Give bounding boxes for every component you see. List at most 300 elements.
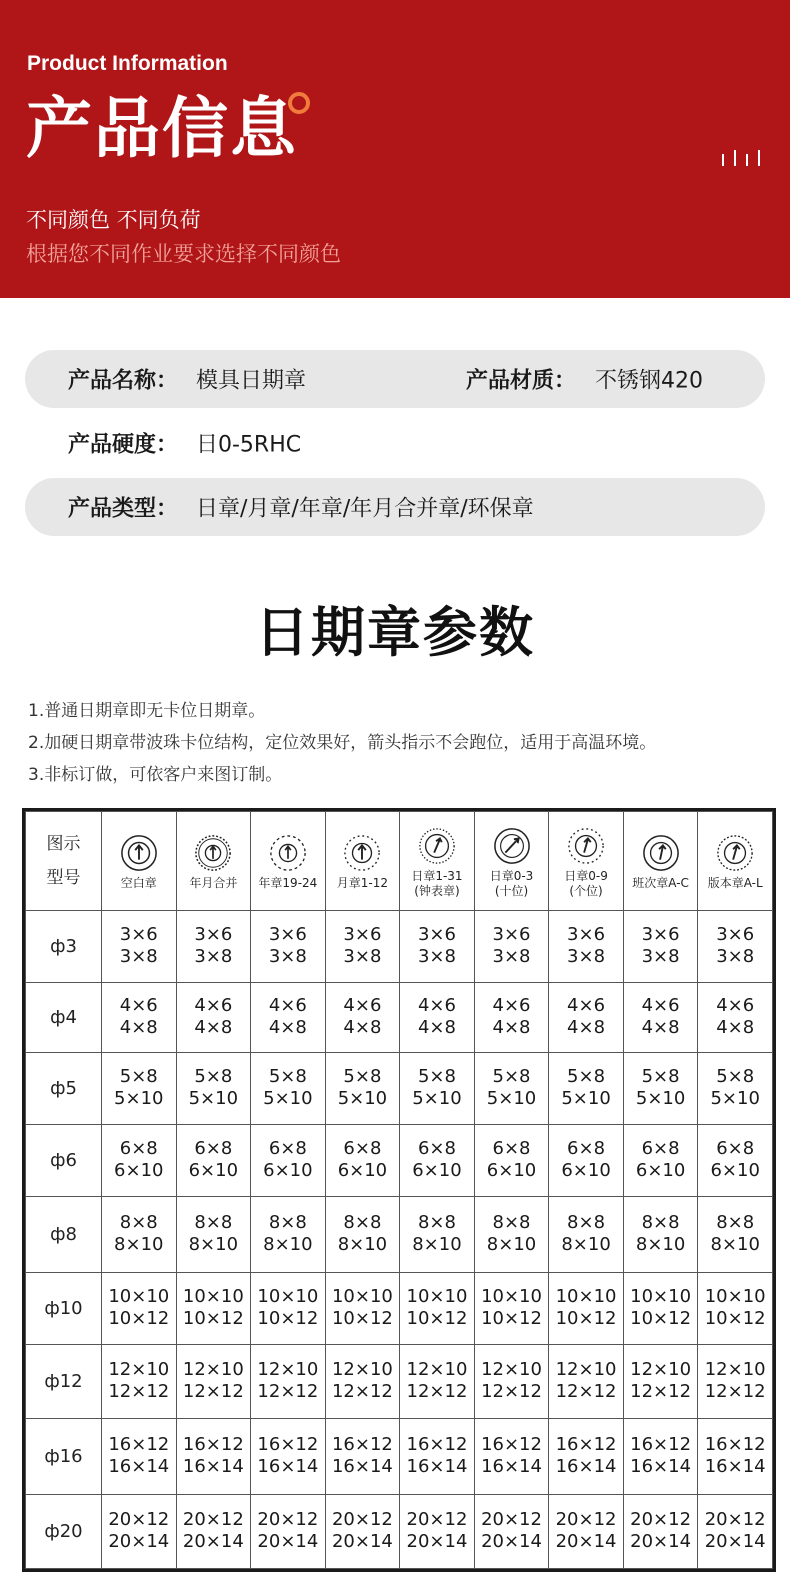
size-cell <box>474 1196 549 1272</box>
size-bottom: 4×8 <box>343 1017 382 1039</box>
spec-table <box>22 808 776 1572</box>
size-cell <box>176 1272 251 1344</box>
size-bottom: 5×10 <box>188 1088 239 1110</box>
size-cell <box>698 1196 773 1272</box>
size-bottom: 6×10 <box>337 1160 388 1182</box>
size-cell <box>698 910 773 982</box>
shift-stamp-icon <box>642 834 680 872</box>
product-material-value: 不锈钢420 <box>595 368 703 394</box>
size-top: 6×8 <box>194 1138 233 1160</box>
size-cell <box>102 1344 177 1418</box>
corner-top-label: 图示 <box>46 833 81 854</box>
size-top: 5×8 <box>343 1066 382 1088</box>
size-bottom: 8×10 <box>412 1234 462 1256</box>
size-bottom: 20×14 <box>108 1531 170 1553</box>
size-bottom: 12×12 <box>331 1381 393 1403</box>
size-cell <box>400 1196 475 1272</box>
size-bottom: 4×8 <box>567 1017 606 1039</box>
header-description: 根据您不同作业要求选择不同颜色 <box>26 242 341 266</box>
size-bottom: 20×14 <box>406 1531 468 1553</box>
size-cell <box>400 910 475 982</box>
table-row <box>26 1418 773 1494</box>
size-cell <box>176 1052 251 1124</box>
size-top: 3×6 <box>268 924 307 946</box>
size-cell <box>102 1124 177 1196</box>
size-top: 5×8 <box>492 1066 531 1088</box>
year-month-stamp-icon <box>194 834 232 872</box>
size-bottom: 5×10 <box>635 1088 686 1110</box>
size-cell <box>176 982 251 1052</box>
size-top: 4×6 <box>492 995 531 1017</box>
column-label: 月章1-12 <box>336 876 389 891</box>
size-top: 4×6 <box>268 995 307 1017</box>
size-top: 3×6 <box>567 924 606 946</box>
size-cell <box>400 1494 475 1568</box>
size-cell <box>325 910 400 982</box>
size-top: 12×10 <box>257 1359 319 1381</box>
day-tens-stamp-icon <box>493 827 531 865</box>
size-cell <box>325 982 400 1052</box>
size-bottom: 6×10 <box>710 1160 760 1182</box>
size-bottom: 16×14 <box>331 1456 393 1478</box>
size-top: 20×12 <box>182 1509 244 1531</box>
size-cell <box>325 1196 400 1272</box>
size-cell <box>549 1272 624 1344</box>
size-bottom: 4×8 <box>119 1017 158 1039</box>
column-header <box>251 812 326 911</box>
column-header <box>698 812 773 911</box>
size-cell <box>698 1124 773 1196</box>
product-type-value: 日章/月章/年章/年月合并章/环保章 <box>196 496 534 522</box>
size-bottom: 16×14 <box>704 1456 766 1478</box>
row-diameter-label: ф3 <box>26 910 102 982</box>
size-top: 12×10 <box>630 1359 692 1381</box>
size-cell <box>698 982 773 1052</box>
day-stamp-icon <box>418 827 456 865</box>
size-cell <box>623 1196 698 1272</box>
column-label: 版本章A-L <box>707 876 763 891</box>
size-bottom: 10×12 <box>108 1308 170 1330</box>
header-banner <box>0 0 790 298</box>
size-cell <box>400 1272 475 1344</box>
size-cell <box>474 1494 549 1568</box>
row-diameter-label: ф16 <box>26 1418 102 1494</box>
row-diameter-label: ф12 <box>26 1344 102 1418</box>
size-bottom: 4×8 <box>194 1017 233 1039</box>
product-material-label: 产品材质： <box>466 368 577 394</box>
row-diameter-label: ф10 <box>26 1272 102 1344</box>
size-top: 10×10 <box>182 1286 244 1308</box>
size-top: 16×12 <box>257 1434 319 1456</box>
column-label: 日章1-31 <box>411 868 463 883</box>
size-bottom: 8×10 <box>486 1234 537 1256</box>
size-top: 20×12 <box>704 1509 766 1531</box>
size-top: 16×12 <box>630 1434 692 1456</box>
note-3: 3.非标订做，可依客户来图订制。 <box>28 765 283 785</box>
column-header <box>474 812 549 911</box>
size-top: 8×8 <box>343 1212 382 1234</box>
size-bottom: 5×10 <box>412 1088 462 1110</box>
size-bottom: 8×10 <box>561 1234 611 1256</box>
size-bottom: 5×10 <box>486 1088 537 1110</box>
note-2: 2.加硬日期章带波珠卡位结构，定位效果好，箭头指示不会跑位，适用于高温环境。 <box>28 733 657 753</box>
day-units-stamp-icon <box>567 827 605 865</box>
product-hardness-label: 产品硬度： <box>68 432 179 458</box>
size-bottom: 10×12 <box>481 1308 542 1330</box>
size-top: 6×8 <box>716 1138 755 1160</box>
column-header <box>102 812 177 911</box>
size-top: 6×8 <box>417 1138 456 1160</box>
size-top: 3×6 <box>119 924 158 946</box>
size-top: 3×6 <box>417 924 456 946</box>
blank-stamp-icon <box>120 834 158 872</box>
size-bottom: 5×10 <box>263 1088 313 1110</box>
size-cell <box>474 1272 549 1344</box>
size-bottom: 3×8 <box>716 946 755 968</box>
size-cell <box>251 1344 326 1418</box>
size-bottom: 8×10 <box>635 1234 686 1256</box>
size-cell <box>549 1344 624 1418</box>
size-top: 8×8 <box>492 1212 531 1234</box>
size-top: 6×8 <box>492 1138 531 1160</box>
size-cell <box>698 1418 773 1494</box>
size-cell <box>325 1494 400 1568</box>
size-cell <box>623 1418 698 1494</box>
size-top: 20×12 <box>108 1509 170 1531</box>
size-top: 3×6 <box>492 924 531 946</box>
size-bottom: 6×10 <box>561 1160 611 1182</box>
size-bottom: 12×12 <box>630 1381 692 1403</box>
size-bottom: 16×14 <box>257 1456 319 1478</box>
size-top: 6×8 <box>567 1138 606 1160</box>
size-top: 4×6 <box>194 995 233 1017</box>
size-cell <box>176 1124 251 1196</box>
size-bottom: 5×10 <box>561 1088 611 1110</box>
size-bottom: 8×10 <box>114 1234 164 1256</box>
size-cell <box>102 1196 177 1272</box>
size-top: 10×10 <box>481 1286 542 1308</box>
size-bottom: 3×8 <box>119 946 158 968</box>
size-bottom: 16×14 <box>108 1456 170 1478</box>
info-row-type <box>25 478 765 536</box>
table-row <box>26 1124 773 1196</box>
size-cell <box>251 1494 326 1568</box>
size-bottom: 4×8 <box>268 1017 307 1039</box>
size-bottom: 20×14 <box>331 1531 393 1553</box>
column-sublabel: (钟表章) <box>414 883 460 898</box>
size-top: 12×10 <box>182 1359 244 1381</box>
size-top: 4×6 <box>417 995 456 1017</box>
header-chinese-title: 产品信息 <box>26 90 298 167</box>
size-bottom: 5×10 <box>114 1088 164 1110</box>
size-bottom: 3×8 <box>268 946 307 968</box>
size-top: 16×12 <box>331 1434 393 1456</box>
size-bottom: 10×12 <box>406 1308 468 1330</box>
size-cell <box>623 1124 698 1196</box>
size-top: 3×6 <box>641 924 680 946</box>
size-top: 3×6 <box>194 924 233 946</box>
size-bottom: 12×12 <box>704 1381 766 1403</box>
size-top: 4×6 <box>716 995 755 1017</box>
product-name-value: 模具日期章 <box>196 368 307 394</box>
size-top: 10×10 <box>555 1286 617 1308</box>
size-bottom: 4×8 <box>417 1017 456 1039</box>
column-header <box>400 812 475 911</box>
size-top: 8×8 <box>268 1212 307 1234</box>
info-row-hardness <box>25 414 765 472</box>
size-cell <box>549 910 624 982</box>
size-top: 12×10 <box>481 1359 542 1381</box>
size-bottom: 5×10 <box>337 1088 388 1110</box>
size-top: 5×8 <box>716 1066 755 1088</box>
size-bottom: 20×14 <box>555 1531 617 1553</box>
column-label: 年月合并 <box>189 876 238 891</box>
month-stamp-icon <box>343 834 381 872</box>
size-bottom: 10×12 <box>331 1308 393 1330</box>
size-bottom: 8×10 <box>337 1234 388 1256</box>
size-top: 8×8 <box>417 1212 456 1234</box>
size-cell <box>251 910 326 982</box>
size-top: 3×6 <box>716 924 755 946</box>
size-top: 16×12 <box>555 1434 617 1456</box>
size-bottom: 3×8 <box>194 946 233 968</box>
size-cell <box>176 1494 251 1568</box>
column-header <box>623 812 698 911</box>
size-cell <box>400 1052 475 1124</box>
table-row <box>26 982 773 1052</box>
size-cell <box>251 1052 326 1124</box>
size-cell <box>474 1124 549 1196</box>
size-top: 20×12 <box>257 1509 319 1531</box>
size-cell <box>176 1196 251 1272</box>
size-bottom: 10×12 <box>630 1308 692 1330</box>
size-bottom: 16×14 <box>182 1456 244 1478</box>
section-title: 日期章参数 <box>255 601 535 664</box>
size-cell <box>474 1052 549 1124</box>
column-label: 班次章A-C <box>632 876 689 891</box>
size-bottom: 6×10 <box>263 1160 313 1182</box>
size-cell <box>549 1124 624 1196</box>
size-bottom: 6×10 <box>188 1160 239 1182</box>
size-top: 12×10 <box>108 1359 170 1381</box>
size-top: 6×8 <box>641 1138 680 1160</box>
column-sublabel: (十位) <box>494 883 529 898</box>
size-bottom: 12×12 <box>108 1381 170 1403</box>
size-top: 10×10 <box>406 1286 468 1308</box>
size-cell <box>102 982 177 1052</box>
size-bottom: 16×14 <box>555 1456 617 1478</box>
size-bottom: 10×12 <box>704 1308 766 1330</box>
header-english-title: Product Information <box>27 52 228 75</box>
size-cell <box>325 1272 400 1344</box>
size-bottom: 5×10 <box>710 1088 760 1110</box>
row-diameter-label: ф5 <box>26 1052 102 1124</box>
size-cell <box>176 1418 251 1494</box>
size-cell <box>549 982 624 1052</box>
product-hardness-value: 日0-5RHC <box>196 432 302 458</box>
size-top: 20×12 <box>481 1509 542 1531</box>
size-cell <box>251 1418 326 1494</box>
size-cell <box>325 1344 400 1418</box>
size-cell <box>549 1418 624 1494</box>
size-bottom: 4×8 <box>716 1017 755 1039</box>
table-row <box>26 1344 773 1418</box>
size-cell <box>623 1272 698 1344</box>
size-bottom: 20×14 <box>481 1531 542 1553</box>
size-cell <box>102 1272 177 1344</box>
size-top: 12×10 <box>555 1359 617 1381</box>
size-cell <box>251 1272 326 1344</box>
ring-decoration-icon <box>288 92 310 114</box>
size-bottom: 20×14 <box>630 1531 692 1553</box>
size-top: 3×6 <box>343 924 382 946</box>
size-top: 5×8 <box>268 1066 307 1088</box>
size-cell <box>176 910 251 982</box>
size-top: 8×8 <box>567 1212 606 1234</box>
size-cell <box>400 1418 475 1494</box>
column-header <box>549 812 624 911</box>
size-bottom: 3×8 <box>417 946 456 968</box>
row-diameter-label: ф6 <box>26 1124 102 1196</box>
year-stamp-icon <box>269 834 307 872</box>
row-diameter-label: ф4 <box>26 982 102 1052</box>
table-row <box>26 1196 773 1272</box>
size-top: 12×10 <box>406 1359 468 1381</box>
size-bottom: 12×12 <box>406 1381 468 1403</box>
size-bottom: 8×10 <box>188 1234 239 1256</box>
size-top: 16×12 <box>704 1434 766 1456</box>
size-top: 8×8 <box>194 1212 233 1234</box>
row-diameter-label: ф8 <box>26 1196 102 1272</box>
corner-bottom-label: 型号 <box>46 867 81 888</box>
column-header <box>176 812 251 911</box>
size-cell <box>623 1344 698 1418</box>
size-top: 8×8 <box>641 1212 680 1234</box>
size-top: 5×8 <box>641 1066 680 1088</box>
size-cell <box>400 1124 475 1196</box>
size-top: 12×10 <box>331 1359 393 1381</box>
size-cell <box>251 1196 326 1272</box>
size-bottom: 3×8 <box>492 946 531 968</box>
size-bottom: 3×8 <box>343 946 382 968</box>
size-cell <box>251 982 326 1052</box>
note-1: 1.普通日期章即无卡位日期章。 <box>28 701 266 721</box>
size-top: 5×8 <box>119 1066 158 1088</box>
size-cell <box>474 1344 549 1418</box>
size-cell <box>623 982 698 1052</box>
size-bottom: 8×10 <box>263 1234 313 1256</box>
size-cell <box>102 910 177 982</box>
size-top: 20×12 <box>331 1509 393 1531</box>
size-cell <box>474 910 549 982</box>
table-row <box>26 1052 773 1124</box>
size-cell <box>623 1052 698 1124</box>
table-row <box>26 910 773 982</box>
size-top: 5×8 <box>194 1066 233 1088</box>
size-cell <box>698 1494 773 1568</box>
size-bottom: 16×14 <box>630 1456 692 1478</box>
size-cell <box>623 910 698 982</box>
size-bottom: 12×12 <box>555 1381 617 1403</box>
product-name-label: 产品名称： <box>68 368 179 394</box>
size-bottom: 8×10 <box>710 1234 760 1256</box>
size-top: 6×8 <box>268 1138 307 1160</box>
size-top: 5×8 <box>567 1066 606 1088</box>
size-top: 10×10 <box>331 1286 393 1308</box>
size-top: 20×12 <box>630 1509 692 1531</box>
size-top: 10×10 <box>257 1286 319 1308</box>
size-top: 4×6 <box>119 995 158 1017</box>
size-cell <box>698 1344 773 1418</box>
size-top: 10×10 <box>704 1286 766 1308</box>
column-header <box>325 812 400 911</box>
size-bottom: 10×12 <box>182 1308 244 1330</box>
size-cell <box>549 1196 624 1272</box>
size-bottom: 4×8 <box>641 1017 680 1039</box>
product-type-label: 产品类型： <box>68 496 179 522</box>
size-cell <box>474 1418 549 1494</box>
size-top: 16×12 <box>108 1434 170 1456</box>
size-bottom: 3×8 <box>567 946 606 968</box>
size-top: 8×8 <box>119 1212 158 1234</box>
size-bottom: 12×12 <box>481 1381 542 1403</box>
size-cell <box>176 1344 251 1418</box>
column-sublabel: (个位) <box>569 883 603 898</box>
size-top: 16×12 <box>182 1434 244 1456</box>
size-cell <box>102 1494 177 1568</box>
size-top: 4×6 <box>343 995 382 1017</box>
table-header-row <box>26 812 773 911</box>
size-cell <box>623 1494 698 1568</box>
bars-decoration-icon <box>722 150 758 168</box>
corner-header-cell <box>26 812 102 911</box>
header-subtitle: 不同颜色 不同负荷 <box>26 208 201 232</box>
size-bottom: 20×14 <box>182 1531 244 1553</box>
version-stamp-icon <box>716 834 754 872</box>
size-bottom: 6×10 <box>412 1160 462 1182</box>
size-bottom: 6×10 <box>114 1160 164 1182</box>
size-cell <box>698 1272 773 1344</box>
size-top: 10×10 <box>630 1286 692 1308</box>
row-diameter-label: ф20 <box>26 1494 102 1568</box>
size-cell <box>400 1344 475 1418</box>
size-cell <box>400 982 475 1052</box>
size-bottom: 4×8 <box>492 1017 531 1039</box>
size-top: 5×8 <box>417 1066 456 1088</box>
size-cell <box>549 1052 624 1124</box>
size-cell <box>251 1124 326 1196</box>
table-row <box>26 1494 773 1568</box>
info-row-name-material <box>25 350 765 408</box>
size-bottom: 16×14 <box>481 1456 542 1478</box>
size-top: 6×8 <box>343 1138 382 1160</box>
size-bottom: 16×14 <box>406 1456 468 1478</box>
size-cell <box>102 1418 177 1494</box>
size-top: 16×12 <box>406 1434 468 1456</box>
size-cell <box>325 1418 400 1494</box>
size-cell <box>474 982 549 1052</box>
size-top: 20×12 <box>555 1509 617 1531</box>
size-cell <box>325 1052 400 1124</box>
table-row <box>26 1272 773 1344</box>
size-bottom: 10×12 <box>555 1308 617 1330</box>
size-top: 10×10 <box>108 1286 170 1308</box>
size-top: 4×6 <box>567 995 606 1017</box>
column-label: 年章19-24 <box>258 876 318 891</box>
size-cell <box>698 1052 773 1124</box>
size-top: 4×6 <box>641 995 680 1017</box>
size-bottom: 6×10 <box>635 1160 686 1182</box>
